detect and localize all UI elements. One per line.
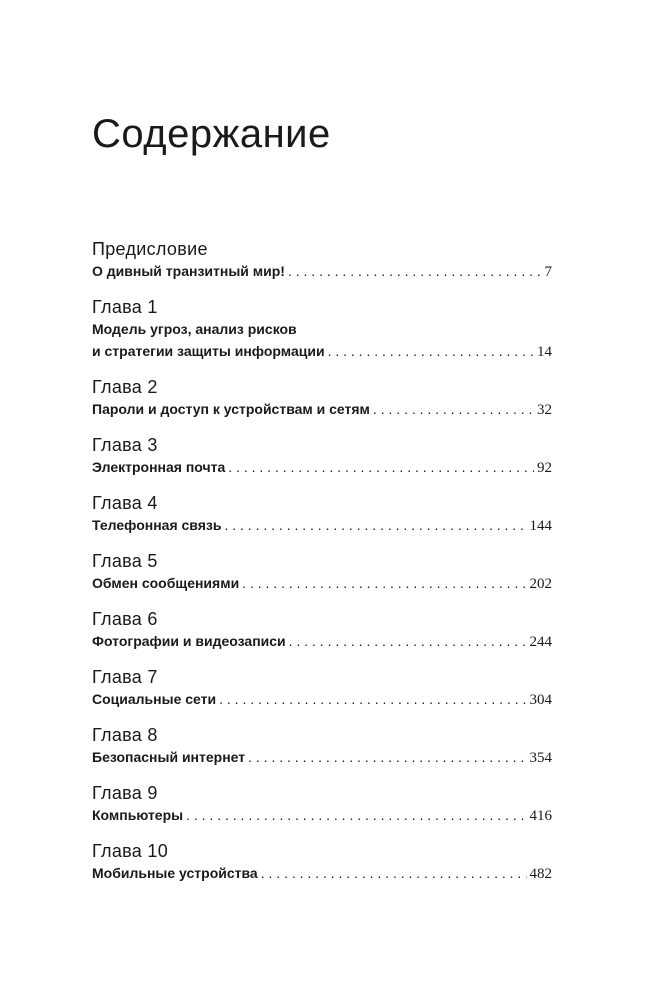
- entry-title: и стратегии защиты информации: [92, 343, 325, 359]
- toc-entry-chapter-1: [92, 296, 552, 363]
- chapter-heading: Глава 8: [92, 725, 158, 745]
- toc-line: [92, 688, 552, 711]
- chapter-heading: Глава 5: [92, 551, 158, 571]
- toc-entry-chapter-8: [92, 724, 552, 769]
- toc-line: [92, 862, 552, 885]
- toc-line: [92, 456, 552, 479]
- toc-line: [92, 572, 552, 595]
- toc-entry-chapter-10: [92, 840, 552, 885]
- dot-leader: [219, 688, 526, 710]
- dot-leader: [289, 630, 527, 652]
- toc-line: [92, 340, 552, 363]
- entry-title-line: Модель угроз, анализ рисков: [92, 321, 297, 337]
- entry-title: Компьютеры: [92, 807, 184, 823]
- chapter-heading: Глава 9: [92, 783, 158, 803]
- entry-title: Телефонная связь: [92, 517, 222, 533]
- chapter-heading: Глава 10: [92, 841, 169, 861]
- page-number: 14: [537, 344, 552, 360]
- dot-leader: [228, 456, 534, 478]
- toc-entry-preface: [92, 238, 552, 283]
- toc-entry-chapter-3: [92, 434, 552, 479]
- page-number: 416: [529, 808, 552, 824]
- toc-line: [92, 630, 552, 653]
- toc-entry-chapter-4: [92, 492, 552, 537]
- toc-entry-chapter-2: [92, 376, 552, 421]
- dot-leader: [328, 340, 534, 362]
- toc-line: [92, 260, 552, 283]
- chapter-heading: Глава 1: [92, 297, 158, 317]
- page-number: 304: [529, 692, 552, 708]
- entry-title: Мобильные устройства: [92, 865, 258, 881]
- dot-leader: [224, 514, 526, 536]
- dot-leader: [248, 746, 526, 768]
- chapter-heading: Глава 2: [92, 377, 158, 397]
- toc-entry-chapter-7: [92, 666, 552, 711]
- page-number: 202: [529, 576, 552, 592]
- dot-leader: [186, 804, 526, 826]
- dot-leader: [261, 862, 527, 884]
- toc-line: [92, 398, 552, 421]
- entry-title: О дивный транзитный мир!: [92, 263, 285, 279]
- dot-leader: [288, 260, 542, 282]
- toc-line: [92, 746, 552, 769]
- entry-title: Безопасный интернет: [92, 749, 246, 765]
- page-number: 244: [529, 634, 552, 650]
- dot-leader: [242, 572, 526, 594]
- entry-title: Обмен сообщениями: [92, 575, 240, 591]
- page-title: Содержание: [92, 112, 331, 156]
- dot-leader: [373, 398, 534, 420]
- chapter-heading: Предисловие: [92, 239, 208, 259]
- page-number: 92: [537, 460, 552, 476]
- entry-title: Пароли и доступ к устройствам и сетям: [92, 401, 370, 417]
- page-number: 482: [529, 866, 552, 882]
- page-number: 354: [529, 750, 552, 766]
- table-of-contents: [92, 238, 552, 898]
- page-number: 7: [544, 264, 552, 280]
- toc-entry-chapter-5: [92, 550, 552, 595]
- entry-title: Электронная почта: [92, 459, 226, 475]
- chapter-heading: Глава 3: [92, 435, 158, 455]
- page-number: 144: [529, 518, 552, 534]
- toc-line: [92, 804, 552, 827]
- chapter-heading: Глава 7: [92, 667, 158, 687]
- page-number: 32: [537, 402, 552, 418]
- entry-title: Фотографии и видеозаписи: [92, 633, 286, 649]
- chapter-heading: Глава 4: [92, 493, 158, 513]
- entry-title: Социальные сети: [92, 691, 217, 707]
- chapter-heading: Глава 6: [92, 609, 158, 629]
- toc-entry-chapter-6: [92, 608, 552, 653]
- toc-entry-chapter-9: [92, 782, 552, 827]
- toc-line: [92, 514, 552, 537]
